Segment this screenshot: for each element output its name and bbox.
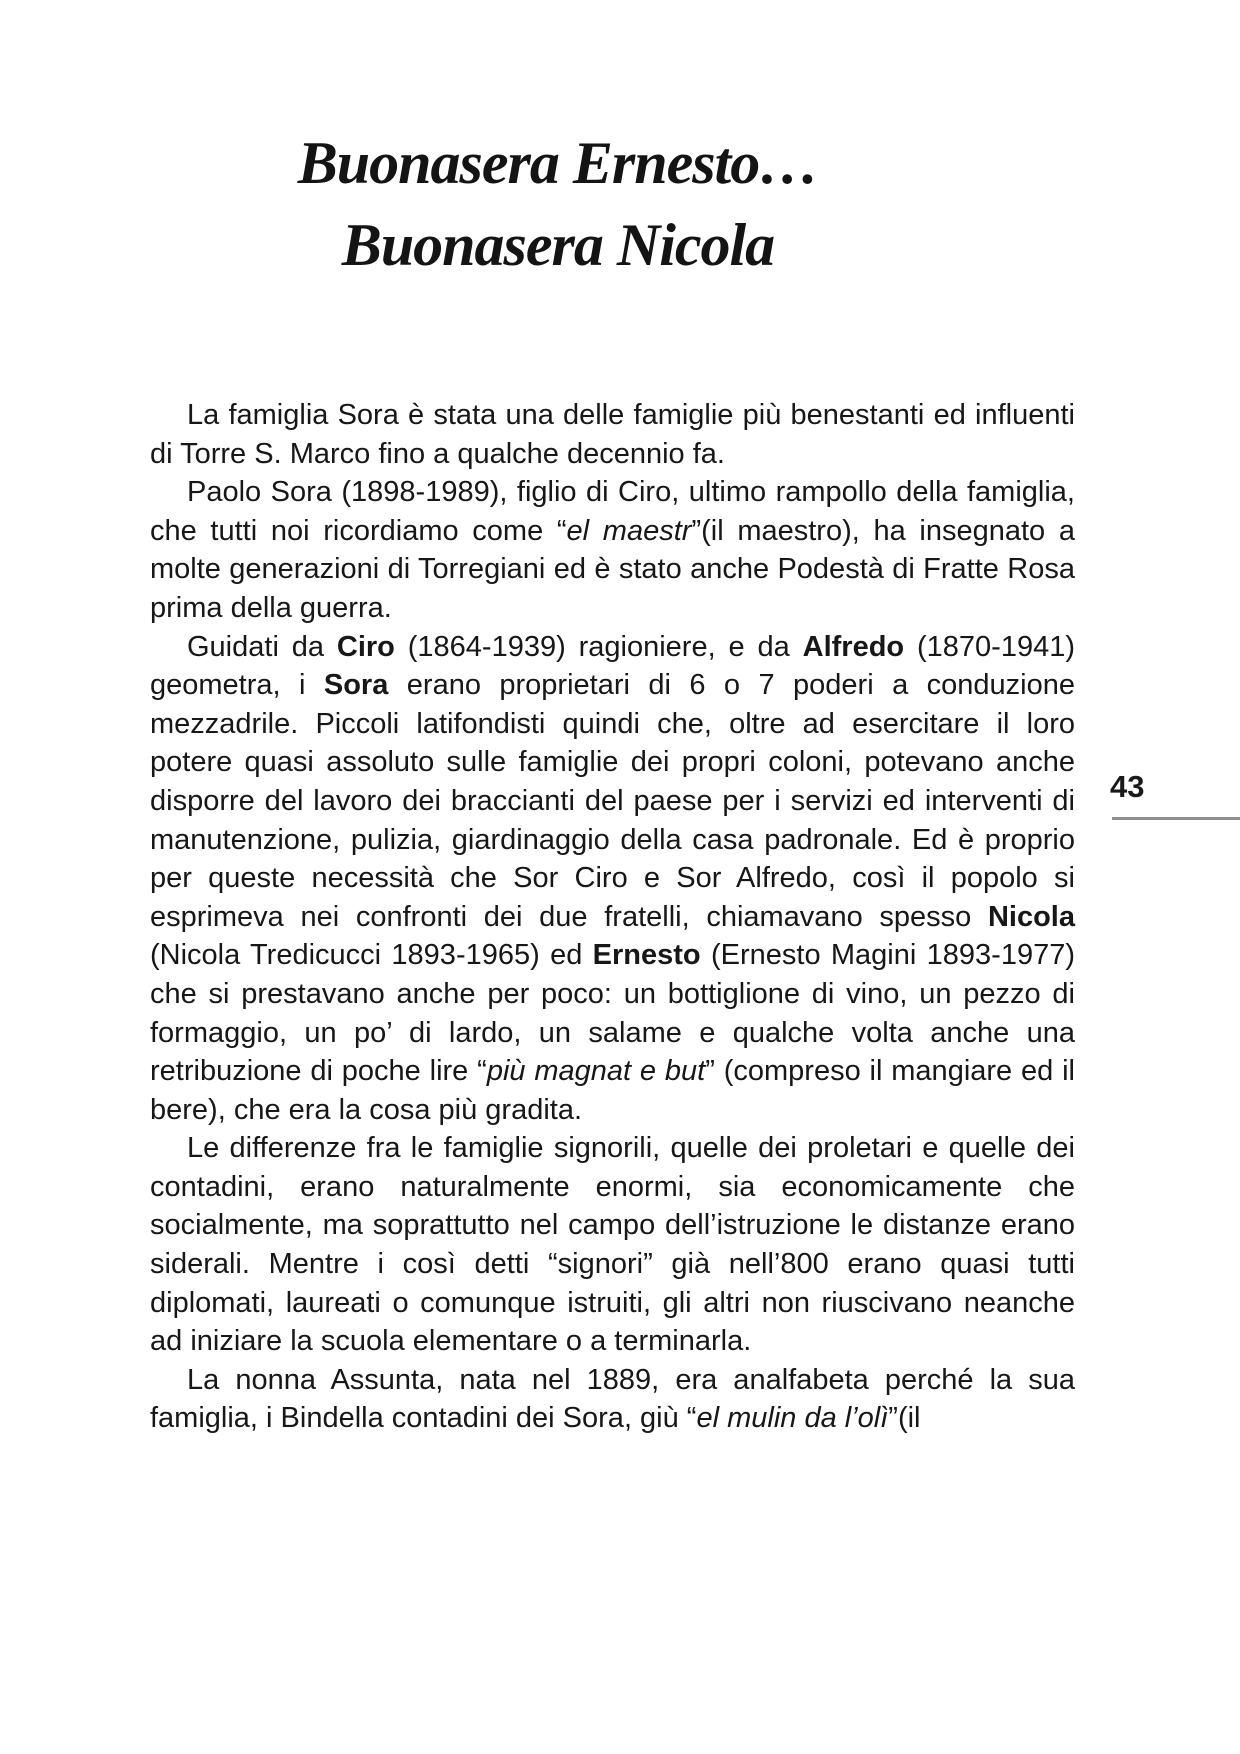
page-number-rule — [1112, 817, 1240, 820]
chapter-title-line2: Buonasera Nicola — [341, 212, 775, 278]
text-run: Le differenze fra le famiglie signorili, quelle dei proletari e quelle dei contadini, erano naturalmente enormi, sia economicamente che socialmente, ma soprattutto nel campo dell’istruzione le distanze erano siderali. Mentre i così detti “signori” già nell’800 erano quasi tutti diplomati, laureati o comunque istruiti, gli altri non riuscivano neanche ad iniziare la scuola elementare o a terminarla. — [150, 1132, 1075, 1358]
page-number: 43 — [1110, 769, 1145, 804]
text-run: ”(il — [888, 1402, 921, 1435]
body-text — [150, 396, 1075, 1438]
chapter-title — [0, 122, 1116, 286]
paragraph-4 — [150, 1129, 1075, 1361]
text-run: ”(il maestro), ha insegnato a molte generazioni di Torregiani ed è stato anche Podestà di Fratte Rosa prima della guerra. — [150, 514, 1075, 624]
paragraph-5 — [150, 1361, 1075, 1438]
text-run: (1864-1939) ragioniere, e da — [394, 630, 803, 663]
dialect-phrase-el-maestr: el maestr — [566, 514, 692, 547]
name-alfredo: Alfredo — [802, 630, 905, 663]
text-run: ” (compreso il mangiare ed il bere), che era la cosa più gradita. — [150, 1055, 1076, 1126]
paragraph-3 — [150, 628, 1075, 1130]
text-run: (Ernesto Magini 1893-1977) che si prestavano anche per poco: un bottiglione di vino, un pezzo di formaggio, un po’ di lardo, un salame e qualche volta anche una retribuzione di poche lire “ — [150, 939, 1075, 1088]
text-run: (Nicola Tredicucci 1893-1965) ed — [150, 939, 593, 972]
text-run: La famiglia Sora è stata una delle famiglie più benestanti ed influenti di Torre S. Marco fino a qualche decennio fa. — [150, 399, 1075, 470]
name-nicola: Nicola — [987, 900, 1075, 933]
dialect-phrase-piu-magnat: più magnat e but — [486, 1055, 706, 1088]
text-run: (1870-1941) geometra, i — [150, 630, 1075, 702]
text-run: erano proprietari di 6 o 7 poderi a conduzione mezzadrile. Piccoli latifondisti quindi che, oltre ad esercitare il loro potere quasi assoluto sulle famiglie dei propri coloni, potevano anche disporre del lavoro dei braccianti del paese per i servizi ed interventi di manutenzione, pulizia, giardinaggio della casa padronale. Ed è proprio per queste necessità che Sor Ciro e Sor Alfredo, così il popolo si esprimeva nei confronti dei due fratelli, chiamavano spesso — [150, 669, 1075, 933]
text-run: La nonna Assunta, nata nel 1889, era analfabeta perché la sua famiglia, i Bindella contadini dei Sora, giù “ — [150, 1363, 1075, 1435]
text-run: Paolo Sora (1898-1989), figlio di Ciro, ultimo rampollo della famiglia, che tutti noi ricordiamo come “ — [150, 476, 1075, 547]
name-ciro: Ciro — [336, 630, 395, 663]
dialect-phrase-el-mulin: el mulin da l’olì — [696, 1402, 889, 1435]
chapter-title-line1: Buonasera Ernesto… — [297, 130, 819, 196]
name-sora: Sora — [323, 669, 389, 702]
text-run: Guidati da — [187, 630, 337, 663]
name-ernesto: Ernesto — [592, 939, 701, 972]
paragraph-2 — [150, 473, 1075, 627]
paragraph-1 — [150, 396, 1075, 473]
